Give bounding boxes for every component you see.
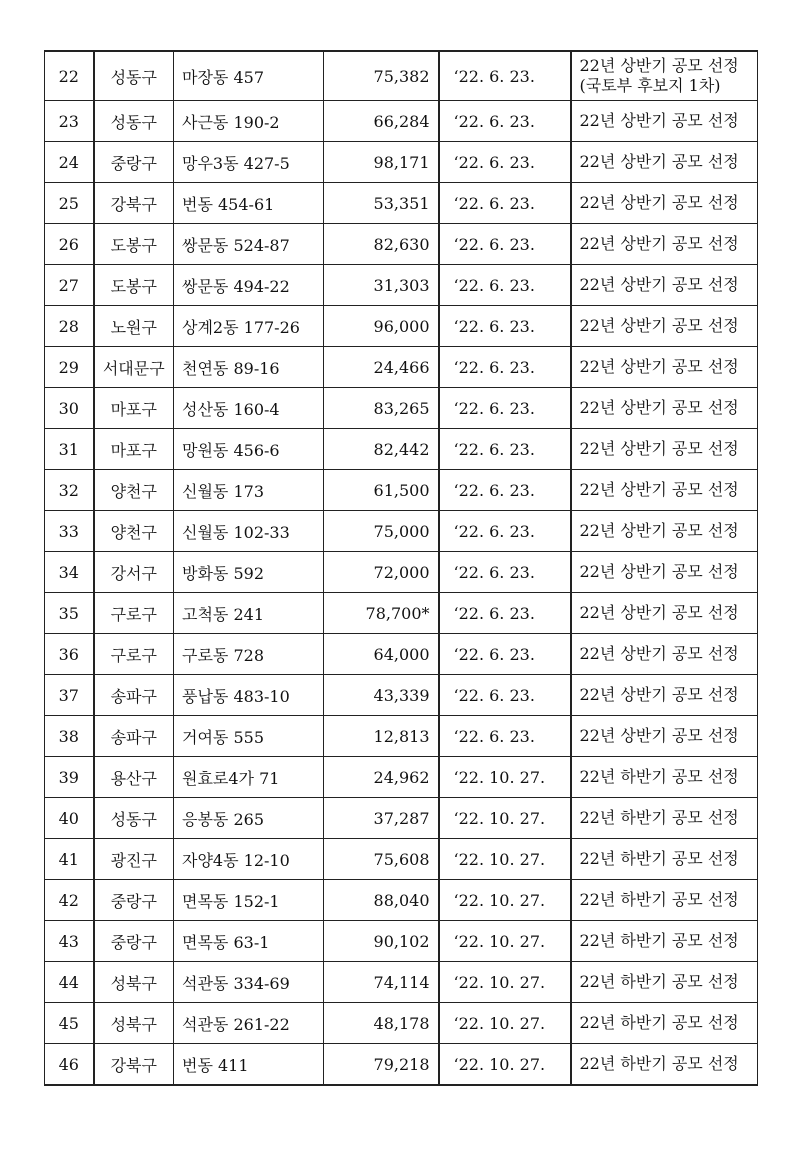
table-row xyxy=(45,388,758,429)
table-row xyxy=(45,224,758,265)
row-number: 30 xyxy=(45,388,94,429)
row-number: 25 xyxy=(45,183,94,224)
area-cell: 78,700* xyxy=(324,593,439,634)
district-cell: 광진구 xyxy=(94,839,174,880)
date-cell: ‘22. 10. 27. xyxy=(439,1003,571,1044)
district-cell: 중랑구 xyxy=(94,921,174,962)
date-cell: ‘22. 10. 27. xyxy=(439,962,571,1003)
note-cell xyxy=(571,1044,758,1086)
address-cell: 석관동 261-22 xyxy=(174,1003,324,1044)
area-cell: 48,178 xyxy=(324,1003,439,1044)
district-cell: 구로구 xyxy=(94,593,174,634)
date-cell: ‘22. 10. 27. xyxy=(439,839,571,880)
row-number: 42 xyxy=(45,880,94,921)
area-cell: 43,339 xyxy=(324,675,439,716)
row-number: 39 xyxy=(45,757,94,798)
row-number: 44 xyxy=(45,962,94,1003)
note-line: 22년 상반기 공모 선정 xyxy=(579,726,739,745)
table-row xyxy=(45,1044,758,1086)
row-number: 41 xyxy=(45,839,94,880)
table-row xyxy=(45,552,758,593)
address-cell: 면목동 63-1 xyxy=(174,921,324,962)
note-cell xyxy=(571,51,758,101)
district-cell: 노원구 xyxy=(94,306,174,347)
note-cell xyxy=(571,716,758,757)
row-number: 35 xyxy=(45,593,94,634)
note-cell xyxy=(571,675,758,716)
area-cell: 74,114 xyxy=(324,962,439,1003)
date-cell: ‘22. 6. 23. xyxy=(439,51,571,101)
address-cell: 방화동 592 xyxy=(174,552,324,593)
area-cell: 31,303 xyxy=(324,265,439,306)
address-cell: 쌍문동 494-22 xyxy=(174,265,324,306)
address-cell: 사근동 190-2 xyxy=(174,101,324,142)
row-number: 29 xyxy=(45,347,94,388)
address-cell: 번동 454-61 xyxy=(174,183,324,224)
note-cell xyxy=(571,921,758,962)
note-line: 22년 상반기 공모 선정 xyxy=(579,234,739,253)
district-cell: 송파구 xyxy=(94,675,174,716)
table-row xyxy=(45,962,758,1003)
area-cell: 24,962 xyxy=(324,757,439,798)
district-cell: 성동구 xyxy=(94,798,174,839)
district-cell: 양천구 xyxy=(94,511,174,552)
address-cell: 망우3동 427-5 xyxy=(174,142,324,183)
district-cell: 강북구 xyxy=(94,1044,174,1086)
area-cell: 82,630 xyxy=(324,224,439,265)
site-list-table xyxy=(44,50,758,1086)
note-cell xyxy=(571,757,758,798)
area-cell: 88,040 xyxy=(324,880,439,921)
district-cell: 서대문구 xyxy=(94,347,174,388)
area-cell: 72,000 xyxy=(324,552,439,593)
note-line: 22년 하반기 공모 선정 xyxy=(579,849,739,868)
date-cell: ‘22. 10. 27. xyxy=(439,1044,571,1086)
area-cell: 75,000 xyxy=(324,511,439,552)
note-cell xyxy=(571,798,758,839)
note-line: 22년 상반기 공모 선정 xyxy=(579,685,739,704)
table-row xyxy=(45,511,758,552)
district-cell: 구로구 xyxy=(94,634,174,675)
table-row xyxy=(45,429,758,470)
address-cell: 면목동 152-1 xyxy=(174,880,324,921)
note-cell xyxy=(571,1003,758,1044)
area-cell: 83,265 xyxy=(324,388,439,429)
table-row xyxy=(45,183,758,224)
address-cell: 신월동 102-33 xyxy=(174,511,324,552)
date-cell: ‘22. 6. 23. xyxy=(439,183,571,224)
row-number: 22 xyxy=(45,51,94,101)
date-cell: ‘22. 6. 23. xyxy=(439,634,571,675)
row-number: 40 xyxy=(45,798,94,839)
area-cell: 12,813 xyxy=(324,716,439,757)
table-row xyxy=(45,593,758,634)
note-cell xyxy=(571,388,758,429)
table-row xyxy=(45,757,758,798)
table-row xyxy=(45,634,758,675)
district-cell: 강서구 xyxy=(94,552,174,593)
address-cell: 고척동 241 xyxy=(174,593,324,634)
date-cell: ‘22. 10. 27. xyxy=(439,921,571,962)
table-row xyxy=(45,142,758,183)
area-cell: 66,284 xyxy=(324,101,439,142)
note-line: 22년 상반기 공모 선정 xyxy=(579,562,739,581)
table-row xyxy=(45,347,758,388)
date-cell: ‘22. 6. 23. xyxy=(439,470,571,511)
table-row xyxy=(45,839,758,880)
address-cell: 상계2동 177-26 xyxy=(174,306,324,347)
note-cell xyxy=(571,552,758,593)
note-line: 22년 상반기 공모 선정 xyxy=(579,439,739,458)
date-cell: ‘22. 10. 27. xyxy=(439,757,571,798)
note-cell xyxy=(571,142,758,183)
table-row xyxy=(45,51,758,101)
district-cell: 도봉구 xyxy=(94,224,174,265)
note-cell xyxy=(571,634,758,675)
row-number: 26 xyxy=(45,224,94,265)
district-cell: 중랑구 xyxy=(94,142,174,183)
area-cell: 82,442 xyxy=(324,429,439,470)
note-line: 22년 상반기 공모 선정 xyxy=(579,521,739,540)
row-number: 38 xyxy=(45,716,94,757)
note-line: 22년 하반기 공모 선정 xyxy=(579,767,739,786)
note-line: 22년 상반기 공모 선정 xyxy=(579,193,739,212)
table-row xyxy=(45,798,758,839)
note-line: 22년 상반기 공모 선정 xyxy=(579,644,739,663)
row-number: 46 xyxy=(45,1044,94,1086)
row-number: 33 xyxy=(45,511,94,552)
note-cell xyxy=(571,306,758,347)
note-line: 22년 상반기 공모 선정 xyxy=(579,480,739,499)
district-cell: 마포구 xyxy=(94,429,174,470)
row-number: 23 xyxy=(45,101,94,142)
address-cell: 쌍문동 524-87 xyxy=(174,224,324,265)
row-number: 32 xyxy=(45,470,94,511)
row-number: 45 xyxy=(45,1003,94,1044)
area-cell: 24,466 xyxy=(324,347,439,388)
note-line: 22년 하반기 공모 선정 xyxy=(579,1054,739,1073)
note-line: 22년 상반기 공모 선정 xyxy=(579,357,739,376)
date-cell: ‘22. 6. 23. xyxy=(439,675,571,716)
note-line: 22년 상반기 공모 선정 xyxy=(579,275,739,294)
address-cell: 망원동 456-6 xyxy=(174,429,324,470)
date-cell: ‘22. 6. 23. xyxy=(439,388,571,429)
note-line: 22년 상반기 공모 선정 xyxy=(579,398,739,417)
area-cell: 64,000 xyxy=(324,634,439,675)
note-cell xyxy=(571,470,758,511)
district-cell: 용산구 xyxy=(94,757,174,798)
note-line: 22년 상반기 공모 선정 xyxy=(579,56,739,75)
date-cell: ‘22. 6. 23. xyxy=(439,511,571,552)
table-row xyxy=(45,101,758,142)
row-number: 34 xyxy=(45,552,94,593)
district-cell: 성북구 xyxy=(94,962,174,1003)
note-line: 22년 하반기 공모 선정 xyxy=(579,808,739,827)
note-cell xyxy=(571,101,758,142)
district-cell: 강북구 xyxy=(94,183,174,224)
date-cell: ‘22. 6. 23. xyxy=(439,101,571,142)
note-cell xyxy=(571,962,758,1003)
date-cell: ‘22. 10. 27. xyxy=(439,880,571,921)
note-cell xyxy=(571,347,758,388)
address-cell: 신월동 173 xyxy=(174,470,324,511)
date-cell: ‘22. 10. 27. xyxy=(439,798,571,839)
table-body xyxy=(45,51,758,1085)
date-cell: ‘22. 6. 23. xyxy=(439,265,571,306)
note-line: 22년 상반기 공모 선정 xyxy=(579,152,739,171)
area-cell: 98,171 xyxy=(324,142,439,183)
area-cell: 53,351 xyxy=(324,183,439,224)
table-row xyxy=(45,880,758,921)
note-line: 22년 상반기 공모 선정 xyxy=(579,603,739,622)
area-cell: 79,218 xyxy=(324,1044,439,1086)
address-cell: 마장동 457 xyxy=(174,51,324,101)
area-cell: 75,382 xyxy=(324,51,439,101)
district-cell: 양천구 xyxy=(94,470,174,511)
note-cell xyxy=(571,429,758,470)
address-cell: 원효로4가 71 xyxy=(174,757,324,798)
area-cell: 75,608 xyxy=(324,839,439,880)
table-row xyxy=(45,306,758,347)
note-cell xyxy=(571,224,758,265)
date-cell: ‘22. 6. 23. xyxy=(439,429,571,470)
district-cell: 도봉구 xyxy=(94,265,174,306)
note-line: 22년 하반기 공모 선정 xyxy=(579,972,739,991)
date-cell: ‘22. 6. 23. xyxy=(439,306,571,347)
address-cell: 천연동 89-16 xyxy=(174,347,324,388)
district-cell: 마포구 xyxy=(94,388,174,429)
date-cell: ‘22. 6. 23. xyxy=(439,224,571,265)
address-cell: 거여동 555 xyxy=(174,716,324,757)
note-line: 22년 하반기 공모 선정 xyxy=(579,931,739,950)
district-cell: 성북구 xyxy=(94,1003,174,1044)
note-cell xyxy=(571,839,758,880)
row-number: 24 xyxy=(45,142,94,183)
note-cell xyxy=(571,880,758,921)
date-cell: ‘22. 6. 23. xyxy=(439,716,571,757)
row-number: 31 xyxy=(45,429,94,470)
note-cell xyxy=(571,593,758,634)
table-row xyxy=(45,716,758,757)
address-cell: 석관동 334-69 xyxy=(174,962,324,1003)
table-row xyxy=(45,1003,758,1044)
note-line: 22년 하반기 공모 선정 xyxy=(579,1013,739,1032)
row-number: 28 xyxy=(45,306,94,347)
area-cell: 90,102 xyxy=(324,921,439,962)
row-number: 37 xyxy=(45,675,94,716)
address-cell: 응봉동 265 xyxy=(174,798,324,839)
district-cell: 송파구 xyxy=(94,716,174,757)
table-row xyxy=(45,675,758,716)
note-subline: (국토부 후보지 1차) xyxy=(579,76,721,95)
district-cell: 성동구 xyxy=(94,51,174,101)
area-cell: 37,287 xyxy=(324,798,439,839)
table-row xyxy=(45,921,758,962)
note-line: 22년 상반기 공모 선정 xyxy=(579,111,739,130)
address-cell: 풍납동 483-10 xyxy=(174,675,324,716)
address-cell: 구로동 728 xyxy=(174,634,324,675)
date-cell: ‘22. 6. 23. xyxy=(439,593,571,634)
table-row xyxy=(45,265,758,306)
date-cell: ‘22. 6. 23. xyxy=(439,347,571,388)
note-line: 22년 하반기 공모 선정 xyxy=(579,890,739,909)
district-cell: 중랑구 xyxy=(94,880,174,921)
note-cell xyxy=(571,511,758,552)
row-number: 27 xyxy=(45,265,94,306)
date-cell: ‘22. 6. 23. xyxy=(439,552,571,593)
note-line: 22년 상반기 공모 선정 xyxy=(579,316,739,335)
area-cell: 61,500 xyxy=(324,470,439,511)
district-cell: 성동구 xyxy=(94,101,174,142)
row-number: 36 xyxy=(45,634,94,675)
address-cell: 성산동 160-4 xyxy=(174,388,324,429)
table-row xyxy=(45,470,758,511)
address-cell: 번동 411 xyxy=(174,1044,324,1086)
area-cell: 96,000 xyxy=(324,306,439,347)
address-cell: 자양4동 12-10 xyxy=(174,839,324,880)
date-cell: ‘22. 6. 23. xyxy=(439,142,571,183)
row-number: 43 xyxy=(45,921,94,962)
note-cell xyxy=(571,265,758,306)
note-cell xyxy=(571,183,758,224)
